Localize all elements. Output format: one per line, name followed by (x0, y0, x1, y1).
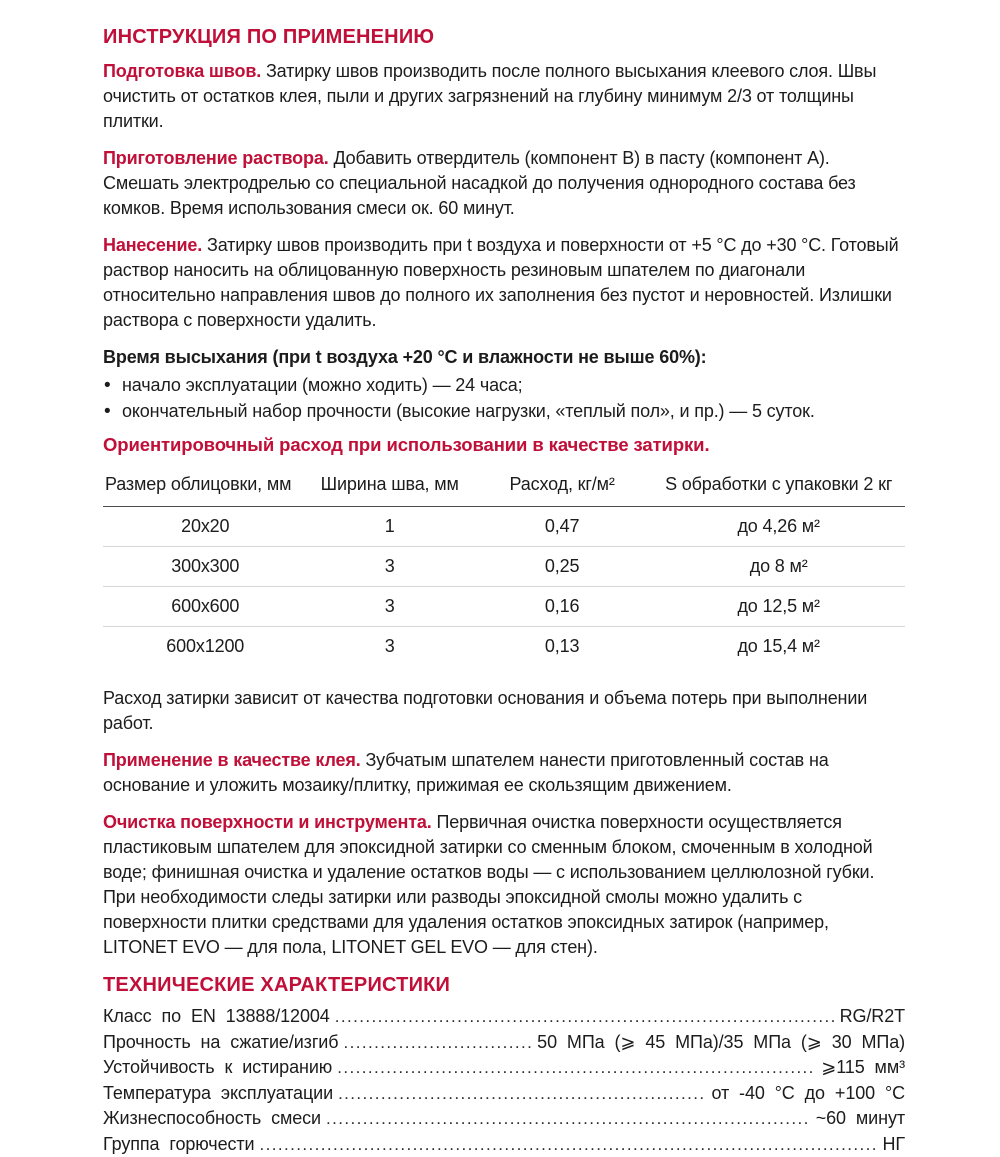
spec-row (103, 1081, 905, 1107)
table-row (103, 587, 905, 627)
bullet-icon (104, 372, 111, 399)
text-preparation: Затирку швов производить после полного высыхания клеевого слоя. Швы очистить от остатков клея, пыли и других загрязнений на глубину минимум 2/3 от толщины плитки. (103, 61, 876, 131)
list-item (103, 372, 905, 398)
spec-row (103, 1004, 905, 1030)
table-cell: 0,25 (472, 547, 652, 587)
table-cell: 0,16 (472, 587, 652, 627)
page-title: ИНСТРУКЦИЯ ПО ПРИМЕНЕНИЮ (103, 26, 905, 49)
spec-row (103, 1106, 905, 1132)
list-item-text: начало эксплуатации (можно ходить) — 24 часа; (122, 375, 523, 395)
leader-dots (343, 1030, 532, 1056)
spec-label: Прочность на сжатие/изгиб (103, 1030, 338, 1055)
table-cell: 600x1200 (103, 627, 308, 667)
paragraph-mixing (103, 146, 905, 221)
table-header-cell: Ширина шва, мм (308, 466, 472, 507)
lead-application: Нанесение. (103, 235, 202, 255)
bullet-icon (104, 398, 111, 425)
leader-dots (338, 1081, 706, 1107)
spec-value: НГ (882, 1132, 905, 1157)
paragraph-application (103, 233, 905, 333)
table-header-cell: Размер облицовки, мм (103, 466, 308, 507)
spec-value: 50 МПа (⩾ 45 МПа)/35 МПа (⩾ 30 МПа) (537, 1030, 905, 1055)
table-cell: 20x20 (103, 507, 308, 547)
leader-dots (335, 1004, 835, 1030)
table-header-row (103, 466, 905, 507)
drying-bullet-list (103, 372, 905, 424)
table-row (103, 507, 905, 547)
lead-mixing: Приготовление раствора. (103, 148, 329, 168)
table-cell: 1 (308, 507, 472, 547)
spec-label: Класс по EN 13888/12004 (103, 1004, 330, 1029)
spec-row (103, 1132, 905, 1157)
spec-value: от -40 °C до +100 °C (711, 1081, 905, 1106)
table-cell: 0,13 (472, 627, 652, 667)
text-adhesive: Зубчатым шпателем нанести приготовленный состав на основание и уложить мозаику/плитку, прижимая ее скользящим движением. (103, 750, 829, 795)
spec-row (103, 1055, 905, 1081)
spec-label: Жизнеспособность смеси (103, 1106, 321, 1131)
heading-technical-specs: ТЕХНИЧЕСКИЕ ХАРАКТЕРИСТИКИ (103, 974, 905, 997)
spec-value: ~60 минут (816, 1106, 905, 1131)
text-cleaning: Первичная очистка поверхности осуществляется пластиковым шпателем для эпоксидной затирки со сменным блоком, смоченным в холодной воде; финишная очистка и удаление остатков воды — с использованием целлюлозной губки. При необходимости следы затирки или разводы эпоксидной смолы можно удалить с поверхности плитки средствами для удаления остатков эпоксидных затирок (например, LITONET EVO — для пола, LITONET GEL EVO — для стен). (103, 812, 874, 957)
table-cell: до 12,5 м² (652, 587, 905, 627)
table-cell: 3 (308, 587, 472, 627)
table-header-cell: Расход, кг/м² (472, 466, 652, 507)
heading-consumption: Ориентировочный расход при использовании в качестве затирки. (103, 434, 905, 456)
text-application: Затирку швов производить при t воздуха и поверхности от +5 °C до +30 °C. Готовый раствор наносить на облицованную поверхность резиновым шпателем по диагонали относительно направления швов до полного их заполнения без пустот и неровностей. Излишки раствора с поверхности удалить. (103, 235, 898, 330)
lead-adhesive: Применение в качестве клея. (103, 750, 361, 770)
paragraph-consumption-note: Расход затирки зависит от качества подготовки основания и объема потерь при выполнении работ. (103, 686, 905, 736)
paragraph-adhesive (103, 748, 905, 798)
table-cell: до 4,26 м² (652, 507, 905, 547)
table-row (103, 627, 905, 667)
leader-dots (259, 1132, 877, 1157)
table-cell: 3 (308, 627, 472, 667)
table-cell: 3 (308, 547, 472, 587)
lead-preparation: Подготовка швов. (103, 61, 261, 81)
spec-value: RG/R2T (840, 1004, 905, 1029)
table-cell: 300x300 (103, 547, 308, 587)
text-mixing: Добавить отвердитель (компонент В) в пасту (компонент А). Смешать электродрелью со специальной насадкой до получения однородного состава без комков. Время использования смеси ок. 60 минут. (103, 148, 856, 218)
spec-value: ⩾115 мм³ (821, 1055, 905, 1080)
lead-cleaning: Очистка поверхности и инструмента. (103, 812, 432, 832)
spec-row (103, 1030, 905, 1056)
table-cell: 0,47 (472, 507, 652, 547)
table-cell: до 8 м² (652, 547, 905, 587)
spec-label: Устойчивость к истиранию (103, 1055, 332, 1080)
spec-label: Группа горючести (103, 1132, 254, 1157)
paragraph-cleaning (103, 810, 905, 960)
paragraph-preparation (103, 59, 905, 134)
heading-drying-time: Время высыхания (при t воздуха +20 °C и влажности не выше 60%): (103, 345, 905, 370)
list-item-text: окончательный набор прочности (высокие нагрузки, «теплый пол», и пр.) — 5 суток. (122, 401, 815, 421)
leader-dots (326, 1106, 811, 1132)
table-header-cell: S обработки с упаковки 2 кг (652, 466, 905, 507)
table-cell: до 15,4 м² (652, 627, 905, 667)
consumption-table (103, 466, 905, 666)
table-row (103, 547, 905, 587)
leader-dots (337, 1055, 816, 1081)
table-cell: 600x600 (103, 587, 308, 627)
spec-label: Температура эксплуатации (103, 1081, 333, 1106)
list-item (103, 398, 905, 424)
specs-list (103, 1004, 905, 1157)
